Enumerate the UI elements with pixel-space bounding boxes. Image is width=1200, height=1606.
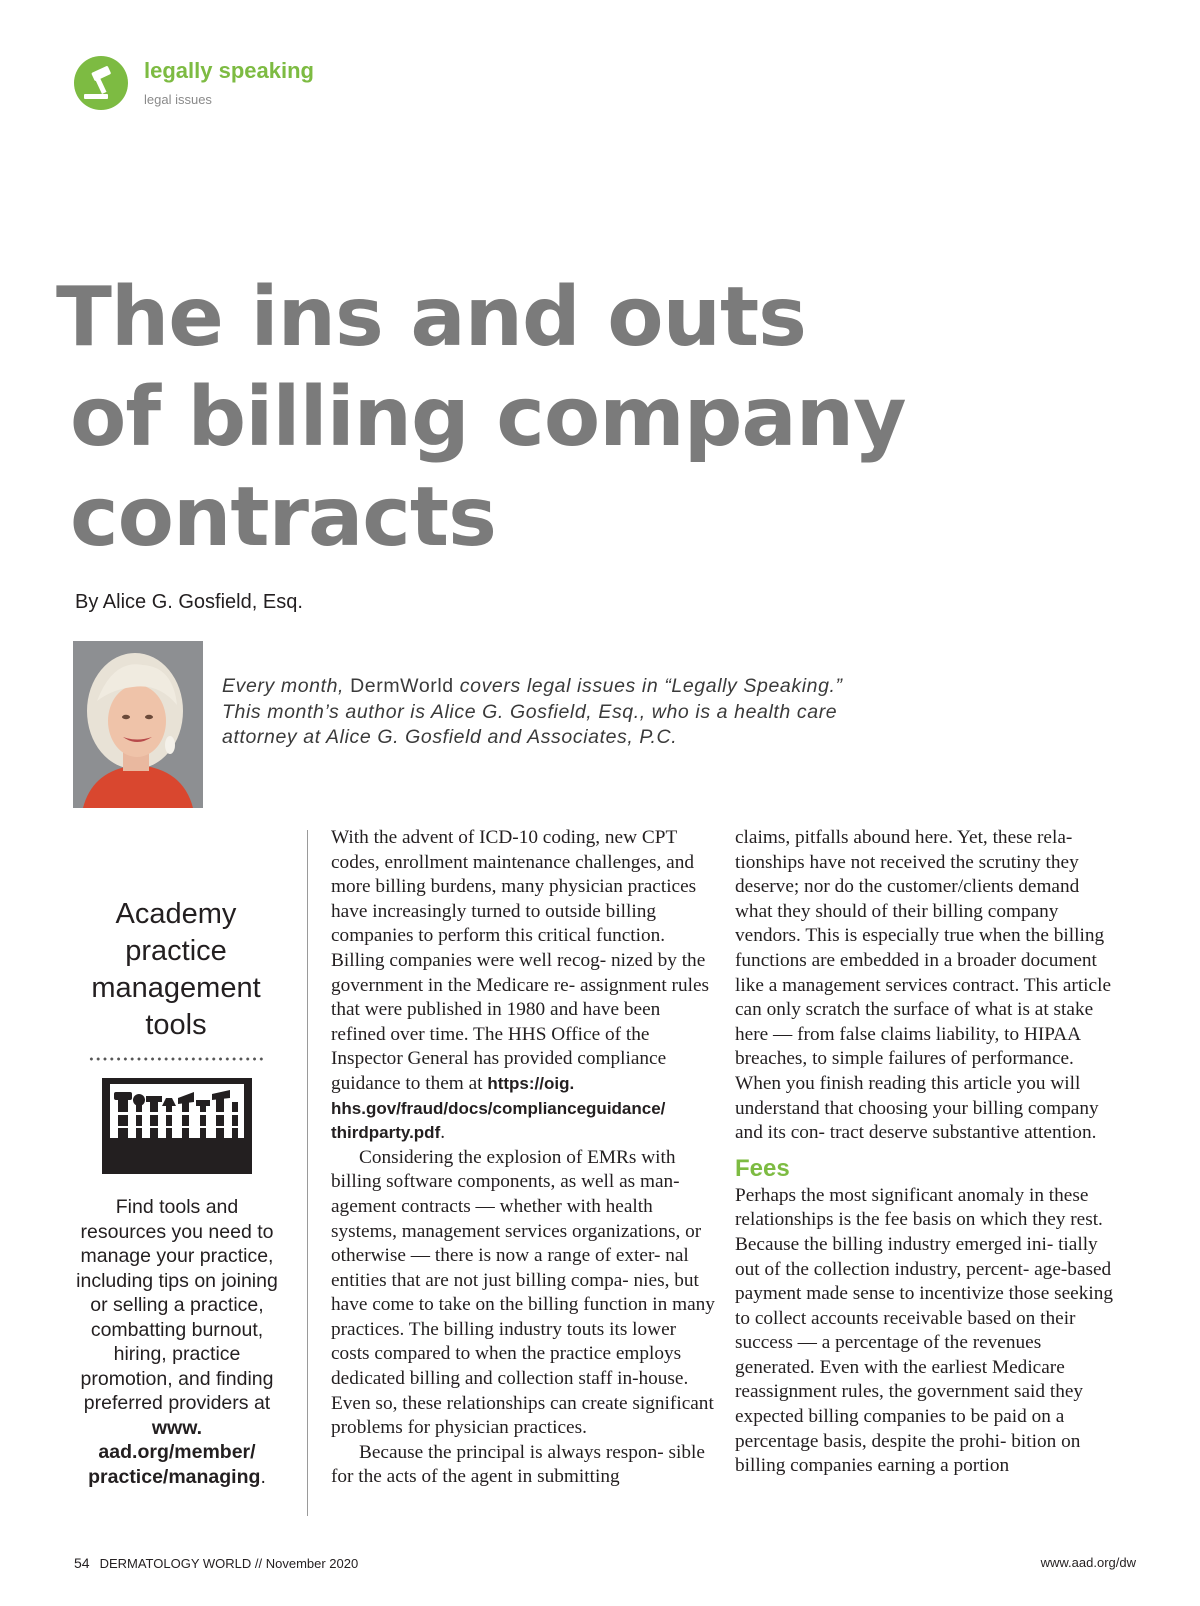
article-column-2 xyxy=(735,826,1120,1479)
intro-rest: covers legal issues in “Legally Speaking.” xyxy=(453,675,843,697)
footer-url[interactable]: www.aad.org/dw xyxy=(1040,1555,1136,1570)
sidebar-divider xyxy=(307,830,308,1516)
gavel-icon xyxy=(74,56,128,110)
paragraph-5: Perhaps the most significant anomaly in these relationships is the fee basis on which they rest. Because the billing industry emerged ini- tially out of the collection industry, percent- age-based payment made sense to incentivize those seeking to collect accounts receivable based on their success — a percentage of the revenues generated. Even with the earliest Medicare reassignment rules, the government said they expected billing companies to be paid on a percentage basis, despite the prohi- bition on billing companies earning a portion xyxy=(735,1184,1114,1477)
author-intro xyxy=(222,674,922,751)
intro-line-3: attorney at Alice G. Gosfield and Associates, P.C. xyxy=(222,726,678,748)
publication-name: DERMATOLOGY WORLD // November 2020 xyxy=(99,1556,359,1571)
intro-publication: DermWorld xyxy=(350,675,454,697)
sidebar-title-line-1: Academy xyxy=(115,898,237,930)
article-column-1 xyxy=(331,826,715,1490)
sidebar-text-end: . xyxy=(260,1465,266,1488)
paragraph-1 xyxy=(331,826,715,1146)
subhead-fees: Fees xyxy=(735,1154,790,1182)
dotted-divider xyxy=(88,1057,266,1061)
paragraph-3: Because the principal is always respon- sible for the acts of the agent in submitting xyxy=(331,1441,705,1488)
article-title xyxy=(56,268,1116,568)
byline: By Alice G. Gosfield, Esq. xyxy=(75,591,303,613)
sidebar-title-line-3: management xyxy=(91,972,261,1004)
compliance-guidance-link[interactable]: https://oig. hhs.gov/fraud/docs/complianceguidance/ thirdparty.pdf xyxy=(331,1073,666,1143)
sidebar-link[interactable]: www. aad.org/member/ practice/managing xyxy=(88,1416,261,1488)
section-title: legally speaking xyxy=(144,58,314,83)
paragraph-4: claims, pitfalls abound here. Yet, these rela- tionships have not received the scrutiny they deserve; nor do the customer/clients demand what they should of their billing company vendors. This is especially true when the billing functions are embedded in a broader document like a management services contract. This article can only scratch the surface of what is at stake here — from false claims liability, to HIPAA breaches, to simple failures of performance. When you finish reading this article you will understand that choosing your billing company and its con- tract deserve substantive attention. xyxy=(735,827,1112,1144)
section-subtitle: legal issues xyxy=(144,92,212,107)
article-title-line-1: The ins and outs xyxy=(56,270,806,365)
intro-lead: Every month, xyxy=(222,675,351,697)
paragraph-1-end: . xyxy=(440,1122,446,1144)
sidebar-title-line-4: tools xyxy=(145,1009,207,1041)
author-photo xyxy=(73,641,203,808)
page-footer xyxy=(74,1555,358,1571)
page-number: 54 xyxy=(74,1555,90,1571)
sidebar-description xyxy=(76,1195,278,1489)
intro-line-2: This month’s author is Alice G. Gosfield, Esq., who is a health care xyxy=(222,700,838,723)
toolbox-icon xyxy=(102,1078,252,1174)
paragraph-1-text: With the advent of ICD-10 coding, new CPT codes, enrollment maintenance challenges, and more billing burdens, many physician practices have increasingly turned to outside billing companies to perform this critical function. Billing companies were well recog- nized by the government in the Medicare re- assignment rules that were published in 1980 and have been refined over time. The HHS Office of the Inspector General has provided compliance guidance to them at xyxy=(331,827,709,1094)
article-title-line-3: contracts xyxy=(70,470,496,565)
sidebar-title xyxy=(76,896,276,1044)
sidebar-title-line-2: practice xyxy=(125,935,227,967)
paragraph-2: Considering the explosion of EMRs with billing software components, as well as man- agement contracts — whether with health systems, management services organizations, or otherwise — there is now a range of exter- nal entities that are not just billing compa- nies, but have come to take on the billing function in many practices. The billing industry touts its lower costs compared to when the practice employs dedicated billing and collection staff in-house. Even so, these relationships can create significant problems for physician practices. xyxy=(331,1146,715,1439)
sidebar-text: Find tools and resources you need to manage your practice, including tips on joining or selling a practice, combatting burnout, hiring, practice promotion, and finding preferred providers at xyxy=(76,1196,278,1414)
article-title-line-2: of billing company xyxy=(70,370,906,465)
